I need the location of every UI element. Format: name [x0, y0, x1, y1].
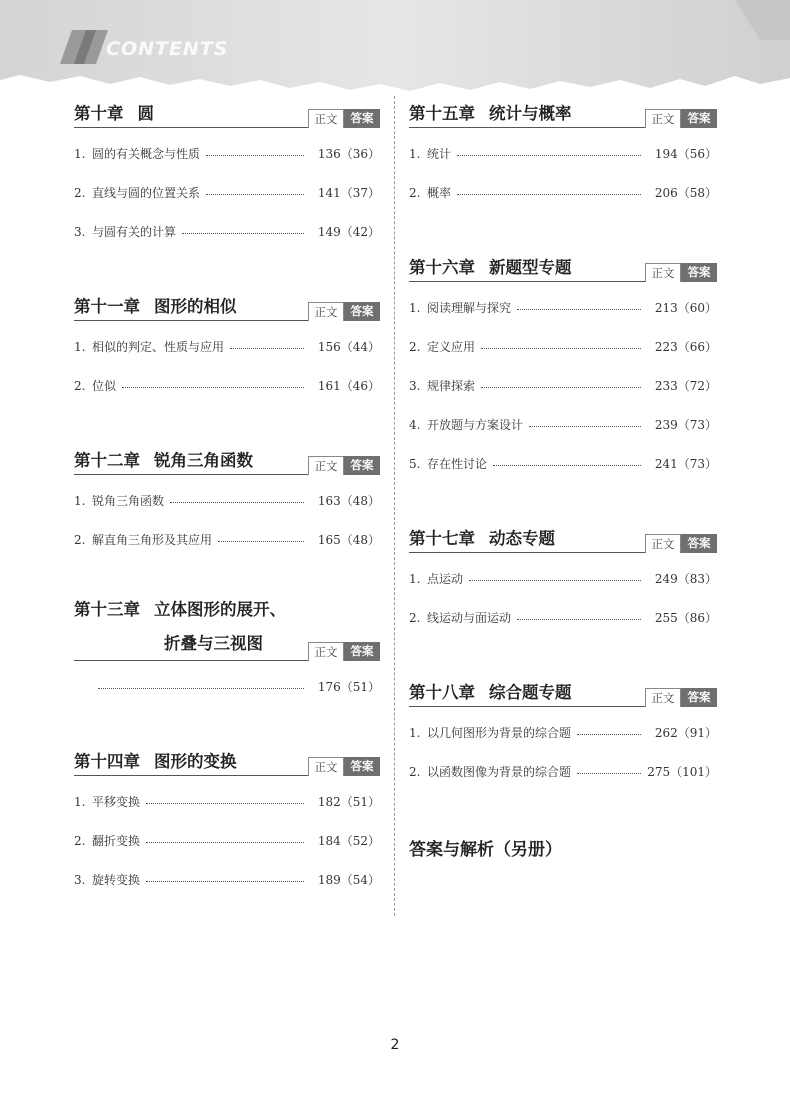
entry-page: 241（73） — [654, 457, 717, 471]
entry-page: 206（58） — [654, 186, 717, 200]
toc-entry[interactable] — [74, 134, 380, 173]
entry-list — [74, 327, 380, 405]
page-tag — [645, 263, 717, 282]
entry-page: 223（66） — [654, 340, 717, 354]
leader-dots — [146, 881, 304, 882]
tag-daan: 答案 — [344, 757, 380, 776]
chapter-12 — [74, 443, 380, 559]
toc-entry[interactable] — [74, 782, 380, 821]
leader-dots — [481, 348, 641, 349]
tag-zhengwen: 正文 — [308, 456, 344, 475]
entry-label: 相似的判定、性质与应用 — [92, 340, 225, 354]
chapter-title — [74, 293, 237, 317]
toc-entry[interactable] — [409, 134, 717, 173]
leader-dots — [218, 541, 304, 542]
page-tag — [308, 302, 380, 321]
leader-dots — [469, 580, 641, 581]
toc-entry[interactable] — [409, 598, 717, 637]
entry-list — [409, 559, 717, 637]
leader-dots — [122, 387, 304, 388]
entry-index: 1. — [409, 725, 421, 740]
entry-index: 3. — [409, 378, 421, 393]
entry-page: 184（52） — [317, 834, 380, 848]
tag-daan: 答案 — [344, 642, 380, 661]
page-tag — [308, 757, 380, 776]
leader-dots — [457, 155, 641, 156]
leader-dots — [206, 194, 304, 195]
entry-page: 156（44） — [317, 340, 380, 354]
chapter-title — [74, 447, 253, 471]
chapter-title — [409, 254, 572, 278]
entry-index: 2. — [409, 764, 421, 779]
column-divider — [394, 96, 395, 916]
header-banner — [0, 0, 790, 100]
entry-index: 1. — [409, 571, 421, 586]
chapter-name: 立体图形的展开、 — [154, 600, 286, 619]
leader-dots — [577, 773, 641, 774]
entry-list — [409, 713, 717, 791]
page-tag — [645, 688, 717, 707]
entry-index: 2. — [74, 378, 86, 393]
entry-label: 解直角三角形及其应用 — [92, 533, 213, 547]
chapter-header — [409, 250, 717, 282]
entry-index: 5. — [409, 456, 421, 471]
chapter-header — [74, 96, 380, 128]
entry-index: 1. — [74, 339, 86, 354]
leader-dots — [170, 502, 304, 503]
entry-list — [74, 667, 380, 706]
chapter-number: 第十六章 — [409, 258, 475, 277]
toc-entry[interactable] — [74, 212, 380, 251]
page-tag — [308, 642, 380, 661]
entry-label: 直线与圆的位置关系 — [92, 186, 201, 200]
chapter-15 — [409, 96, 717, 212]
entry-list — [409, 288, 717, 483]
chapter-header — [74, 289, 380, 321]
tag-daan: 答案 — [681, 534, 717, 553]
tag-zhengwen: 正文 — [645, 534, 681, 553]
toc-entry[interactable] — [409, 559, 717, 598]
tag-zhengwen: 正文 — [645, 688, 681, 707]
chapter-name: 综合题专题 — [489, 683, 572, 702]
entry-list — [74, 782, 380, 899]
chapter-10 — [74, 96, 380, 251]
entry-index: 2. — [74, 532, 86, 547]
toc-entry[interactable] — [74, 667, 380, 706]
leader-dots — [493, 465, 641, 466]
leader-dots — [182, 233, 304, 234]
leader-dots — [206, 155, 304, 156]
entry-page: 141（37） — [317, 186, 380, 200]
chapter-header — [74, 744, 380, 776]
entry-label: 点运动 — [427, 572, 464, 586]
entry-index: 1. — [74, 146, 86, 161]
entry-page: 176（51） — [317, 680, 380, 694]
entry-index: 2. — [409, 339, 421, 354]
chapter-name-line2: 折叠与三视图 — [164, 634, 263, 653]
entry-page: 262（91） — [654, 726, 717, 740]
entry-label: 存在性讨论 — [427, 457, 488, 471]
tag-daan: 答案 — [681, 109, 717, 128]
entry-index: 1. — [74, 493, 86, 508]
chapter-name: 统计与概率 — [489, 104, 572, 123]
chapter-13 — [74, 593, 380, 706]
toc-entry[interactable] — [74, 821, 380, 860]
entry-page: 161（46） — [317, 379, 380, 393]
entry-page: 149（42） — [317, 225, 380, 239]
tag-daan: 答案 — [344, 109, 380, 128]
entry-label: 定义应用 — [427, 340, 476, 354]
chapter-number: 第十章 — [74, 104, 124, 123]
entry-page: 249（83） — [654, 572, 717, 586]
page-number: 2 — [390, 1037, 400, 1053]
chapter-number: 第十一章 — [74, 297, 140, 316]
chapter-number: 第十四章 — [74, 752, 140, 771]
entry-label: 圆的有关概念与性质 — [92, 147, 201, 161]
entry-index: 2. — [409, 185, 421, 200]
entry-label: 锐角三角函数 — [92, 494, 165, 508]
toc-entry[interactable] — [74, 481, 380, 520]
toc-entry[interactable] — [409, 752, 717, 791]
page-tag — [308, 109, 380, 128]
entry-page: 255（86） — [654, 611, 717, 625]
chapter-header — [409, 96, 717, 128]
entry-page: 213（60） — [654, 301, 717, 315]
chapter-header — [409, 521, 717, 553]
chapter-17 — [409, 521, 717, 637]
chapter-name: 图形的变换 — [154, 752, 237, 771]
page-tag — [645, 109, 717, 128]
chapter-title — [74, 593, 286, 661]
tag-zhengwen: 正文 — [645, 263, 681, 282]
entry-label: 开放题与方案设计 — [427, 418, 524, 432]
chapter-title — [409, 525, 555, 549]
entry-page: 163（48） — [317, 494, 380, 508]
leader-dots — [457, 194, 641, 195]
entry-page: 182（51） — [317, 795, 380, 809]
tag-zhengwen: 正文 — [645, 109, 681, 128]
entry-index: 2. — [409, 610, 421, 625]
entry-page: 189（54） — [317, 873, 380, 887]
entry-index: 1. — [409, 146, 421, 161]
chapter-name: 圆 — [137, 104, 154, 123]
chapter-number: 第十二章 — [74, 451, 140, 470]
leader-dots — [529, 426, 641, 427]
entry-label: 规律探索 — [427, 379, 476, 393]
toc-entry[interactable] — [74, 860, 380, 899]
entry-label: 以函数图像为背景的综合题 — [427, 765, 572, 779]
chapter-title — [409, 679, 572, 703]
tag-daan: 答案 — [681, 688, 717, 707]
entry-label: 统计 — [427, 147, 452, 161]
toc-entry[interactable] — [409, 288, 717, 327]
leader-dots — [146, 803, 304, 804]
entry-index: 3. — [74, 872, 86, 887]
leader-dots — [517, 619, 641, 620]
chapter-title — [409, 100, 572, 124]
chapter-number: 第十三章 — [74, 600, 140, 619]
entry-label: 平移变换 — [92, 795, 141, 809]
leader-dots — [481, 387, 641, 388]
chapter-title — [74, 748, 237, 772]
chapter-name: 动态专题 — [489, 529, 555, 548]
entry-page: 165（48） — [317, 533, 380, 547]
chapter-number: 第十五章 — [409, 104, 475, 123]
right-column — [409, 96, 717, 860]
tag-zhengwen: 正文 — [308, 109, 344, 128]
toc-entry[interactable] — [74, 366, 380, 405]
chapter-title — [74, 100, 154, 124]
entry-page: 136（36） — [317, 147, 380, 161]
leader-dots — [577, 734, 641, 735]
chapter-name: 新题型专题 — [489, 258, 572, 277]
entry-label: 线运动与面运动 — [427, 611, 512, 625]
entry-index: 3. — [74, 224, 86, 239]
left-column — [74, 96, 380, 899]
tag-zhengwen: 正文 — [308, 302, 344, 321]
tag-daan: 答案 — [681, 263, 717, 282]
leader-dots — [517, 309, 641, 310]
toc-entry[interactable] — [74, 173, 380, 212]
entry-index: 1. — [74, 794, 86, 809]
entry-page: 239（73） — [654, 418, 717, 432]
page-tag — [645, 534, 717, 553]
entry-list — [74, 481, 380, 559]
entry-label: 与圆有关的计算 — [92, 225, 177, 239]
chapter-number: 第十八章 — [409, 683, 475, 702]
tag-zhengwen: 正文 — [308, 642, 344, 661]
entry-label: 旋转变换 — [92, 873, 141, 887]
chapter-header — [74, 443, 380, 475]
entry-page: 194（56） — [654, 147, 717, 161]
chapter-name: 图形的相似 — [154, 297, 237, 316]
toc-entry[interactable] — [409, 366, 717, 405]
entry-list — [409, 134, 717, 212]
toc-entry[interactable] — [409, 405, 717, 444]
chapter-header — [409, 675, 717, 707]
entry-label: 翻折变换 — [92, 834, 141, 848]
entry-label: 概率 — [427, 186, 452, 200]
leader-dots — [230, 348, 304, 349]
tag-daan: 答案 — [344, 302, 380, 321]
entry-page: 233（72） — [654, 379, 717, 393]
leader-dots — [146, 842, 304, 843]
entry-page: 275（101） — [647, 765, 717, 779]
entry-label: 阅读理解与探究 — [427, 301, 512, 315]
entry-index: 4. — [409, 417, 421, 432]
chapter-18 — [409, 675, 717, 791]
entry-label: 以几何图形为背景的综合题 — [427, 726, 572, 740]
tag-zhengwen: 正文 — [308, 757, 344, 776]
page-tag — [308, 456, 380, 475]
tag-daan: 答案 — [344, 456, 380, 475]
entry-list — [74, 134, 380, 251]
chapter-14 — [74, 744, 380, 899]
answers-title: 答案与解析（另册） — [409, 840, 562, 860]
leader-dots — [98, 688, 304, 689]
toc-entry[interactable] — [74, 520, 380, 559]
toc-entry[interactable] — [409, 444, 717, 483]
toc-entry[interactable] — [409, 327, 717, 366]
contents-title: CONTENTS — [106, 38, 229, 60]
entry-label: 位似 — [92, 379, 117, 393]
chapter-number: 第十七章 — [409, 529, 475, 548]
chapter-name: 锐角三角函数 — [154, 451, 253, 470]
entry-index: 1. — [409, 300, 421, 315]
chapter-16 — [409, 250, 717, 483]
toc-entry[interactable] — [74, 327, 380, 366]
chapter-11 — [74, 289, 380, 405]
entry-index: 2. — [74, 833, 86, 848]
chapter-header — [74, 593, 380, 661]
entry-index: 2. — [74, 185, 86, 200]
toc-entry[interactable] — [409, 173, 717, 212]
toc-entry[interactable] — [409, 713, 717, 752]
